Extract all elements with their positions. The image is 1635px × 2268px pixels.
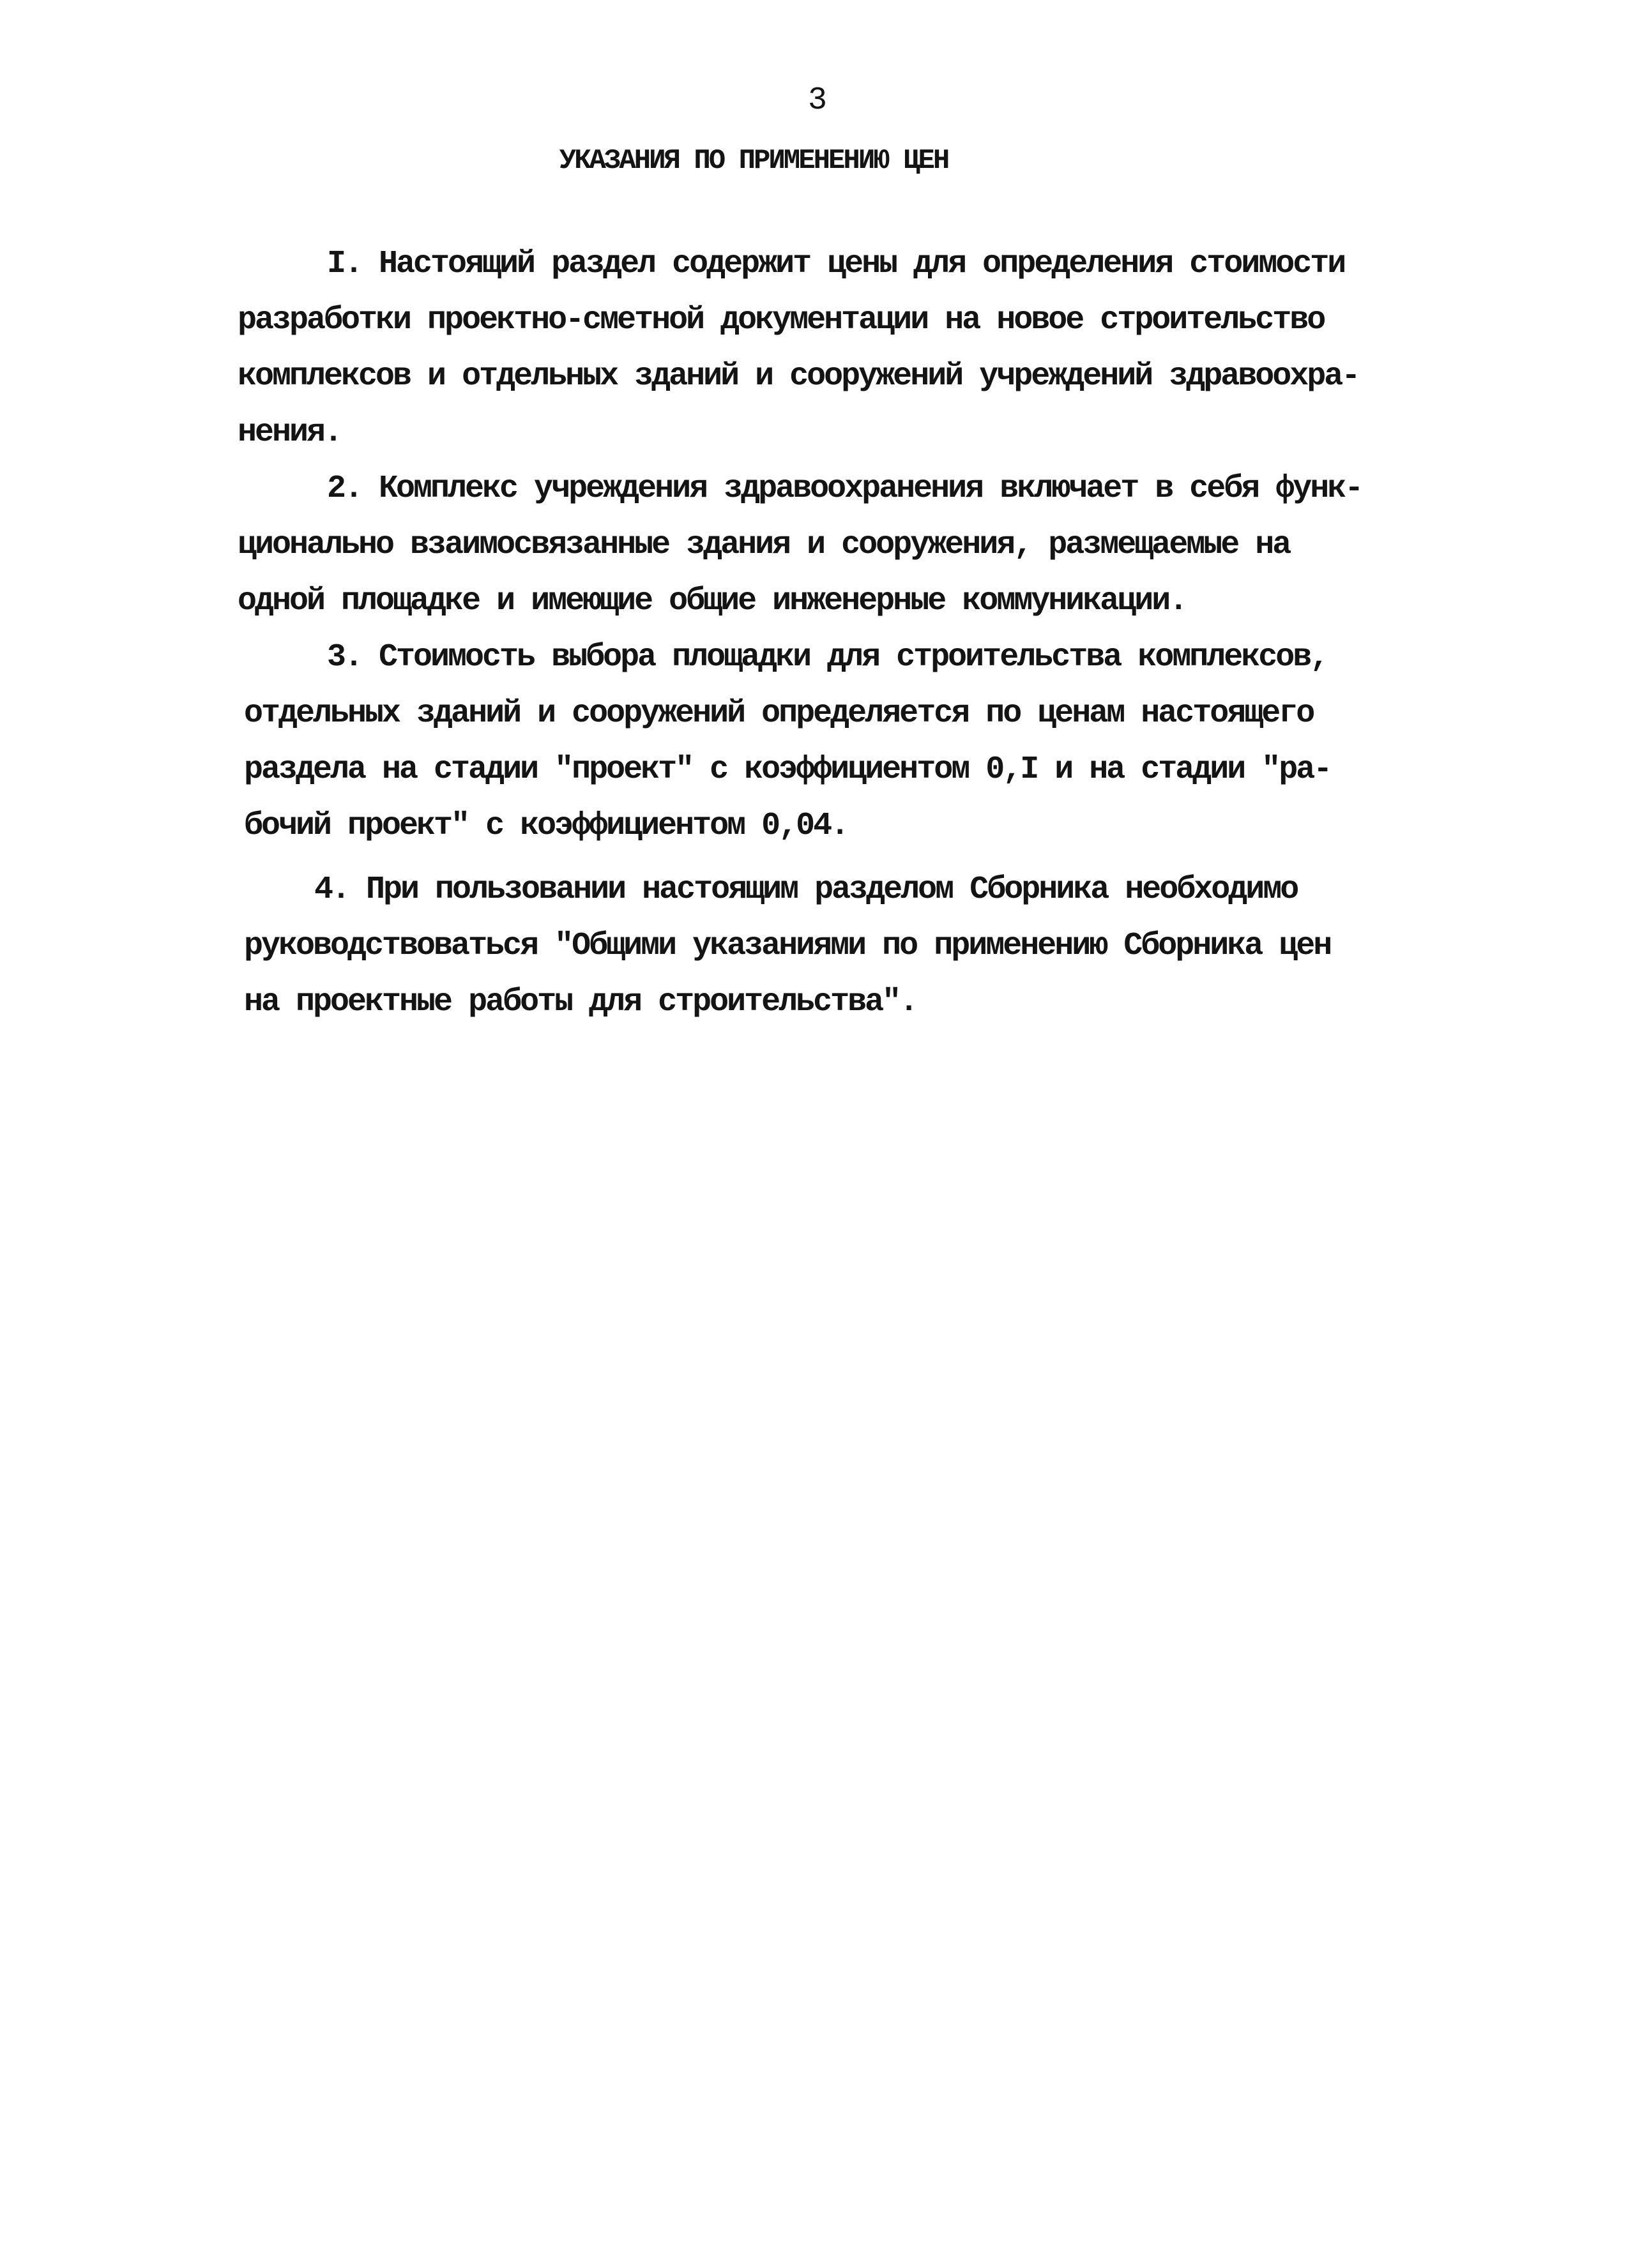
paragraph-4-line-1: 4. При пользовании настоящим разделом Сборника необходимо [314,872,1298,908]
page-number: 3 [807,82,827,119]
paragraph-2-line-2: ционально взаимосвязанные здания и сооружения, размещаемые на [238,527,1290,563]
paragraph-3-line-1: 3. Стоимость выбора площадки для строительства комплексов, [327,639,1328,676]
paragraph-2-line-3: одной площадке и имеющие общие инженерные коммуникации. [238,583,1187,619]
page-title: УКАЗАНИЯ ПО ПРИМЕНЕНИЮ ЦЕН [559,145,948,177]
paragraph-3-line-2: отдельных зданий и сооружений определяется по ценам настоящего [244,695,1314,732]
paragraph-1-line-2: разработки проектно-сметной документации на новое строительство [238,302,1325,338]
paragraph-2-line-1: 2. Комплекс учреждения здравоохранения включает в себя функ- [327,471,1362,507]
paragraph-3-line-4: бочий проект" с коэффициентом 0,04. [244,808,848,844]
paragraph-4-line-2: руководствоваться "Общими указаниями по применению Сборника цен [244,928,1331,964]
paragraph-1-line-3: комплексов и отдельных зданий и сооружений учреждений здравоохра- [238,358,1359,395]
paragraph-3-line-3: раздела на стадии "проект" с коэффициентом 0,I и на стадии "ра- [244,752,1331,788]
paragraph-1-line-1: I. Настоящий раздел содержит цены для определения стоимости [327,246,1345,282]
paragraph-4-line-3: на проектные работы для строительства". [244,984,917,1020]
paragraph-1-line-4: нения. [238,414,342,451]
